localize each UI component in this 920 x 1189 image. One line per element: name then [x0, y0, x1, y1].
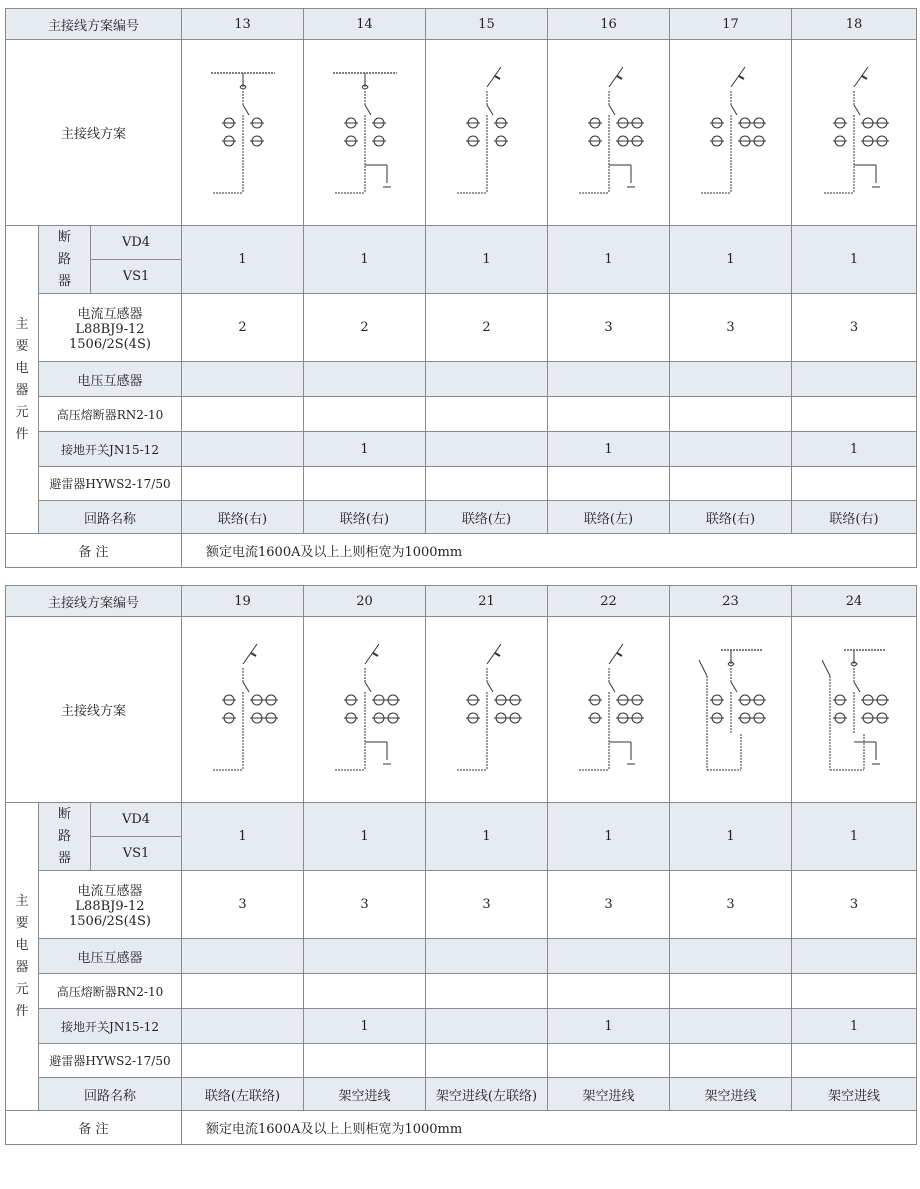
ct-value: 3	[792, 871, 917, 939]
arrester-value	[670, 1044, 792, 1078]
earth-switch-value: 1	[792, 432, 917, 467]
arrester-value	[792, 467, 917, 501]
main-components-label	[6, 226, 39, 534]
scheme-number: 15	[426, 9, 548, 40]
pt-label: 电压互感器	[39, 362, 182, 397]
circuit-name: 联络(左)	[548, 501, 670, 534]
breaker-value: 1	[182, 803, 304, 871]
ct-row	[6, 294, 917, 362]
disconnect-symbol	[739, 76, 744, 79]
main-components-label	[6, 803, 39, 1111]
breaker-vs1-label: VS1	[91, 837, 182, 871]
scheme-label: 主接线方案	[6, 617, 182, 803]
circuit-name: 联络(右)	[670, 501, 792, 534]
circuit-name: 架空进线	[548, 1078, 670, 1111]
disconnect-symbol	[617, 76, 622, 79]
breaker-value: 1	[670, 803, 792, 871]
fuse-value	[426, 974, 548, 1009]
scheme-number: 21	[426, 586, 548, 617]
pt-value	[548, 939, 670, 974]
arrester-value	[548, 1044, 670, 1078]
earth-switch-value: 1	[548, 432, 670, 467]
scheme-diagram-cell	[792, 40, 917, 226]
circuit-name: 架空进线(左联络)	[426, 1078, 548, 1111]
fuse-value	[548, 397, 670, 432]
earth-switch-value	[670, 432, 792, 467]
scheme-diagram-row	[6, 617, 917, 803]
overhead-line	[699, 660, 707, 676]
breaker-contact	[365, 682, 371, 692]
remark-text: 额定电流1600A及以上上则柜宽为1000mm	[182, 534, 917, 568]
arrester-row	[6, 1044, 917, 1078]
ct-row	[6, 871, 917, 939]
scheme-number: 19	[182, 586, 304, 617]
earth-switch-value	[426, 1009, 548, 1044]
breaker-value: 1	[792, 803, 917, 871]
ct-value: 3	[548, 871, 670, 939]
disconnect-symbol	[617, 653, 622, 656]
vertical-label: 主 要 电 器 元 件	[15, 893, 29, 1019]
scheme-number-label: 主接线方案编号	[6, 9, 182, 40]
remark-label: 备 注	[6, 1111, 182, 1145]
disconnect-symbol	[495, 653, 500, 656]
earth-switch-value	[182, 1009, 304, 1044]
fuse-row	[6, 974, 917, 1009]
arrester-row	[6, 467, 917, 501]
scheme-number: 13	[182, 9, 304, 40]
pt-label: 电压互感器	[39, 939, 182, 974]
breaker-contact	[609, 105, 615, 115]
circuit-name: 架空进线	[792, 1078, 917, 1111]
incoming-line	[609, 67, 623, 87]
scheme-diagram-row	[6, 40, 917, 226]
pt-row	[6, 939, 917, 974]
earth-switch-row	[6, 432, 917, 467]
scheme-diagram-cell	[426, 617, 548, 803]
remark-text: 额定电流1600A及以上上则柜宽为1000mm	[182, 1111, 917, 1145]
incoming-line	[243, 644, 257, 664]
scheme-diagram	[427, 620, 547, 800]
vertical-label: 主 要 电 器 元 件	[15, 316, 29, 442]
ct-label	[39, 294, 182, 362]
ct-name: 电流互感器	[77, 884, 143, 899]
incoming-line	[731, 67, 745, 87]
breaker-value: 1	[304, 226, 426, 294]
scheme-diagram	[305, 620, 425, 800]
scheme-diagram	[183, 620, 303, 800]
scheme-number: 16	[548, 9, 670, 40]
breaker-contact	[854, 105, 860, 115]
pt-value	[426, 362, 548, 397]
fuse-value	[182, 397, 304, 432]
pt-value	[304, 362, 426, 397]
scheme-table-2	[5, 585, 917, 1145]
scheme-diagram-cell	[792, 617, 917, 803]
pt-value	[792, 362, 917, 397]
fuse-label: 高压熔断器RN2-10	[39, 974, 182, 1009]
breaker-value: 1	[182, 226, 304, 294]
circuit-name-label: 回路名称	[39, 501, 182, 534]
arrester-value	[304, 467, 426, 501]
pt-value	[426, 939, 548, 974]
scheme-number-row	[6, 586, 917, 617]
incoming-line	[609, 644, 623, 664]
arrester-value	[670, 467, 792, 501]
breaker-contact	[487, 682, 493, 692]
arrester-value	[792, 1044, 917, 1078]
scheme-diagram-cell	[670, 617, 792, 803]
scheme-label: 主接线方案	[6, 40, 182, 226]
vertical-label: 断 路 器	[57, 806, 71, 866]
scheme-number-label: 主接线方案编号	[6, 586, 182, 617]
scheme-number: 18	[792, 9, 917, 40]
fuse-value	[670, 974, 792, 1009]
scheme-diagram	[794, 43, 914, 223]
breaker-value: 1	[426, 226, 548, 294]
ct-value: 3	[426, 871, 548, 939]
arrester-value	[304, 1044, 426, 1078]
ct-value: 2	[182, 294, 304, 362]
earth-switch-value: 1	[304, 1009, 426, 1044]
remark-row	[6, 1111, 917, 1145]
scheme-number: 23	[670, 586, 792, 617]
earth-switch-value: 1	[548, 1009, 670, 1044]
fuse-label: 高压熔断器RN2-10	[39, 397, 182, 432]
disconnect-symbol	[251, 653, 256, 656]
ct-value: 2	[426, 294, 548, 362]
scheme-number: 22	[548, 586, 670, 617]
breaker-value: 1	[304, 803, 426, 871]
earth-switch-row	[6, 1009, 917, 1044]
pt-value	[548, 362, 670, 397]
breaker-row-vd4	[6, 803, 917, 837]
scheme-number: 14	[304, 9, 426, 40]
scheme-diagram-cell	[548, 617, 670, 803]
ct-ratio: 1506/2S(4S)	[69, 914, 151, 929]
fuse-value	[792, 974, 917, 1009]
arrester-value	[182, 1044, 304, 1078]
arrester-value	[182, 467, 304, 501]
scheme-diagram-cell	[426, 40, 548, 226]
earth-switch-value: 1	[304, 432, 426, 467]
remark-label: 备 注	[6, 534, 182, 568]
breaker-contact	[731, 105, 737, 115]
ct-name: 电流互感器	[77, 307, 143, 322]
arrester-value	[426, 467, 548, 501]
fuse-value	[182, 974, 304, 1009]
breaker-label	[39, 226, 91, 294]
breaker-value: 1	[548, 803, 670, 871]
ct-value: 3	[548, 294, 670, 362]
breaker-contact	[609, 682, 615, 692]
fuse-row	[6, 397, 917, 432]
breaker-contact	[731, 682, 737, 692]
pt-value	[670, 362, 792, 397]
ct-value: 3	[670, 294, 792, 362]
arrester-label: 避雷器HYWS2-17/50	[39, 1044, 182, 1078]
earth-switch-label: 接地开关JN15-12	[39, 432, 182, 467]
breaker-vd4-label: VD4	[91, 803, 182, 837]
breaker-contact	[365, 105, 371, 115]
circuit-name: 架空进线	[304, 1078, 426, 1111]
ct-ratio: 1506/2S(4S)	[69, 337, 151, 352]
earth-switch-label: 接地开关JN15-12	[39, 1009, 182, 1044]
scheme-diagram	[671, 620, 791, 800]
disconnect-symbol	[495, 76, 500, 79]
scheme-diagram-cell	[182, 40, 304, 226]
breaker-value: 1	[548, 226, 670, 294]
earth-switch-value: 1	[792, 1009, 917, 1044]
pt-value	[182, 939, 304, 974]
incoming-line	[487, 644, 501, 664]
breaker-contact	[243, 682, 249, 692]
ct-value: 3	[304, 871, 426, 939]
breaker-vd4-label: VD4	[91, 226, 182, 260]
incoming-line	[487, 67, 501, 87]
arrester-value	[548, 467, 670, 501]
scheme-number: 17	[670, 9, 792, 40]
breaker-contact	[487, 105, 493, 115]
scheme-number: 20	[304, 586, 426, 617]
circuit-name: 联络(左)	[426, 501, 548, 534]
fuse-value	[792, 397, 917, 432]
circuit-name: 联络(右)	[792, 501, 917, 534]
scheme-diagram	[549, 620, 669, 800]
scheme-diagram-cell	[670, 40, 792, 226]
remark-row	[6, 534, 917, 568]
scheme-diagram	[549, 43, 669, 223]
breaker-contact	[243, 105, 249, 115]
breaker-value: 1	[426, 803, 548, 871]
pt-value	[304, 939, 426, 974]
arrester-label: 避雷器HYWS2-17/50	[39, 467, 182, 501]
vertical-label: 断 路 器	[57, 229, 71, 289]
scheme-diagram-cell	[548, 40, 670, 226]
earth-switch-value	[670, 1009, 792, 1044]
breaker-label	[39, 803, 91, 871]
ct-value: 2	[304, 294, 426, 362]
scheme-table-1	[5, 8, 917, 568]
breaker-row-vd4	[6, 226, 917, 260]
arrester-value	[426, 1044, 548, 1078]
scheme-diagram-cell	[304, 40, 426, 226]
ct-value: 3	[182, 871, 304, 939]
circuit-name: 联络(右)	[304, 501, 426, 534]
breaker-contact	[854, 682, 860, 692]
circuit-name: 联络(左联络)	[182, 1078, 304, 1111]
ct-label	[39, 871, 182, 939]
pt-value	[670, 939, 792, 974]
circuit-name-row	[6, 1078, 917, 1111]
fuse-value	[426, 397, 548, 432]
pt-value	[182, 362, 304, 397]
earth-switch-value	[182, 432, 304, 467]
pt-value	[792, 939, 917, 974]
incoming-line	[854, 67, 868, 87]
circuit-name-row	[6, 501, 917, 534]
disconnect-symbol	[862, 76, 867, 79]
incoming-line	[365, 644, 379, 664]
disconnect-symbol	[373, 653, 378, 656]
scheme-number-row	[6, 9, 917, 40]
ct-value: 3	[792, 294, 917, 362]
fuse-value	[670, 397, 792, 432]
breaker-value: 1	[792, 226, 917, 294]
ct-value: 3	[670, 871, 792, 939]
breaker-vs1-label: VS1	[91, 260, 182, 294]
scheme-diagram	[183, 43, 303, 223]
fuse-value	[548, 974, 670, 1009]
scheme-diagram	[305, 43, 425, 223]
breaker-value: 1	[670, 226, 792, 294]
scheme-diagram-cell	[182, 617, 304, 803]
scheme-diagram	[671, 43, 791, 223]
pt-row	[6, 362, 917, 397]
fuse-value	[304, 974, 426, 1009]
scheme-diagram-cell	[304, 617, 426, 803]
circuit-name-label: 回路名称	[39, 1078, 182, 1111]
ct-model: L88BJ9-12	[75, 899, 145, 914]
scheme-diagram	[794, 620, 914, 800]
ct-model: L88BJ9-12	[75, 322, 145, 337]
earth-switch-value	[426, 432, 548, 467]
overhead-line	[822, 660, 830, 676]
scheme-number: 24	[792, 586, 917, 617]
circuit-name: 联络(右)	[182, 501, 304, 534]
scheme-diagram	[427, 43, 547, 223]
fuse-value	[304, 397, 426, 432]
circuit-name: 架空进线	[670, 1078, 792, 1111]
